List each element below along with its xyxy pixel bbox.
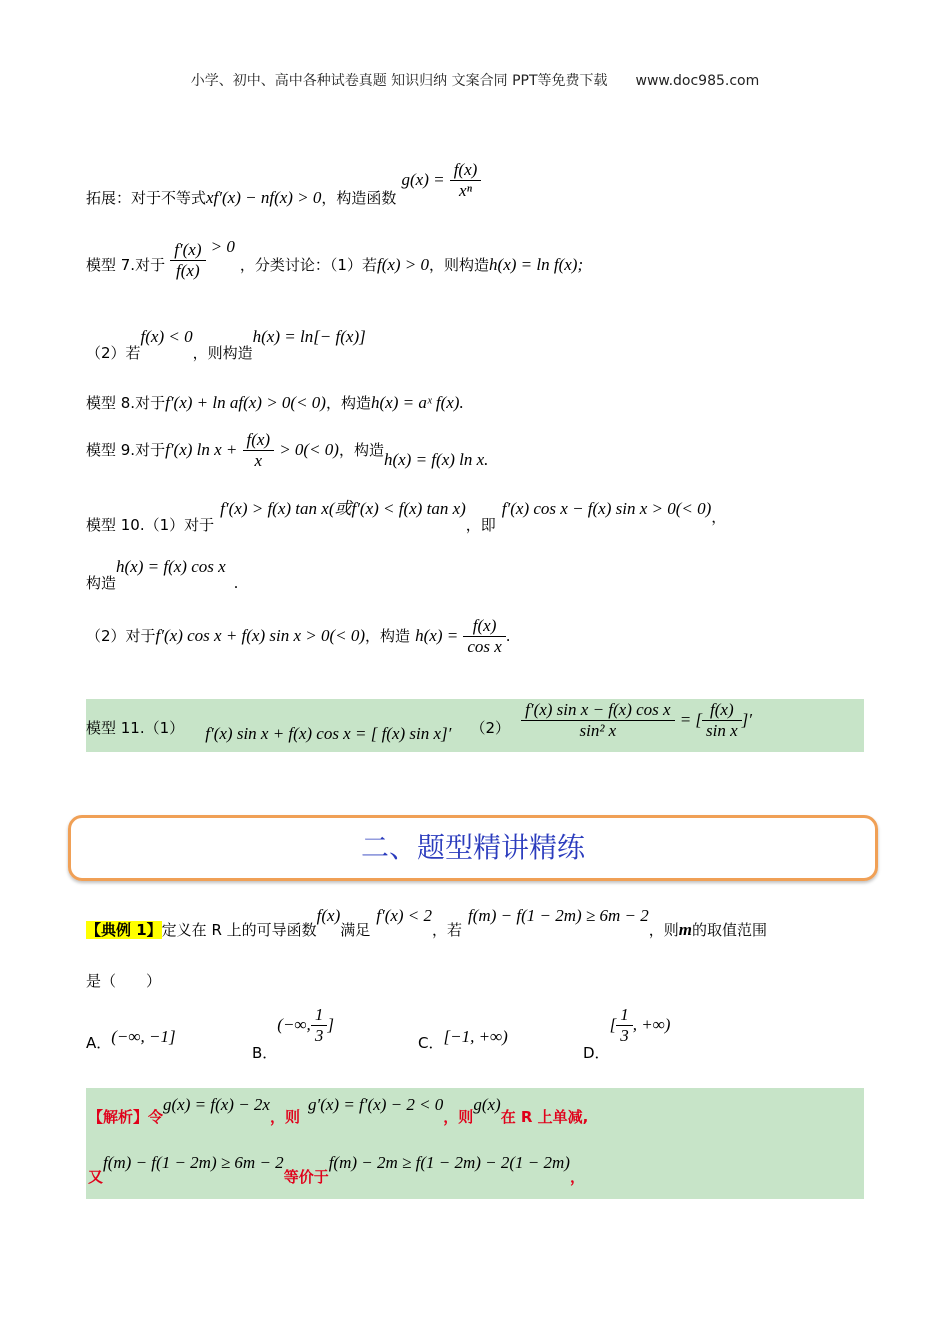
m8-h: h(x) = aˣ f(x). — [370, 393, 464, 412]
m11-num: f′(x) sin x − f(x) cos x — [521, 700, 674, 721]
m9-den: x — [254, 451, 263, 470]
extension-line — [86, 160, 481, 207]
m7-c1: f(x) > 0 — [376, 255, 430, 274]
m9-num: f(x) — [243, 430, 275, 451]
option-d-label: D． — [583, 1044, 610, 1062]
model-8-line — [86, 392, 464, 413]
option-a-label: A． — [86, 1034, 112, 1052]
ext-mid: ，构造函数 — [321, 189, 397, 207]
m10-ineq2: f′(x) cos x + f(x) sin x > 0(< 0) — [155, 626, 366, 645]
option-b-value-a: (−∞, — [277, 1015, 311, 1034]
m11-eq1: f′(x) sin x + f(x) cos x = [ f(x) sin x]′ — [205, 724, 452, 743]
m10-h: h(x) = f(x) cos x — [116, 557, 226, 576]
ex1-t3: ，若 — [432, 921, 463, 939]
ex1-fx: f(x) — [316, 906, 341, 925]
ext-g-den: xⁿ — [459, 181, 472, 200]
ex1-t2: 满足 — [340, 921, 371, 939]
option-c-value: [−1, +∞) — [443, 1027, 508, 1046]
sol-inequality: f(m) − f(1 − 2m) ≥ 6m − 2 — [103, 1153, 284, 1172]
m7-h2: h(x) = ln[− f(x)] — [252, 327, 366, 346]
m7-t2: ，则构造 — [429, 256, 490, 274]
sol-tag: 【解析】令 — [88, 1108, 164, 1126]
section-title: 二、题型精讲精练 — [360, 831, 585, 864]
option-d-den: 3 — [620, 1026, 629, 1045]
m11-num2: f(x) — [702, 700, 742, 721]
m9-ineq-a: f′(x) ln x + — [165, 440, 238, 459]
m10-h2-lhs: h(x) = — [415, 626, 459, 645]
m7-t1: ，分类讨论：（1）若 — [239, 256, 377, 274]
sol-t2: ，则 — [443, 1108, 474, 1126]
m10-eq: f′(x) cos x − f(x) sin x > 0(< 0) — [501, 499, 712, 518]
model-9-line — [86, 430, 488, 471]
m11-fraction2 — [702, 700, 742, 741]
ex1-inequality: f(m) − f(1 − 2m) ≥ 6m − 2 — [468, 906, 649, 925]
ex1-t6: 是（ ） — [86, 972, 162, 990]
m9-ineq-b: > 0(< 0) — [279, 440, 339, 459]
sol-t5: 等价于 — [283, 1168, 329, 1186]
m7-gt: > 0 — [210, 237, 235, 256]
m8-label: 模型 8.对于 — [86, 394, 166, 412]
m11-p2: （2） — [470, 719, 511, 737]
model-10-part2 — [86, 616, 511, 657]
example-1-tag: 【典例 1】 — [86, 921, 162, 939]
ext-g-num: f(x) — [450, 160, 482, 181]
model-10-line — [86, 494, 727, 534]
option-b-fraction — [311, 1005, 328, 1046]
ex1-t1: 定义在 R 上的可导函数 — [161, 921, 317, 939]
model-10-construct — [86, 556, 239, 592]
option-a[interactable] — [86, 1026, 176, 1052]
m10-h2-fraction — [463, 616, 505, 657]
ext-g-lhs: g(x) = — [401, 170, 445, 189]
m10-label: 模型 10.（1）对于 — [86, 516, 215, 534]
ext-inequality: xf′(x) − nf(x) > 0 — [206, 188, 322, 207]
option-b[interactable] — [252, 1005, 334, 1062]
solution-line-1 — [88, 1094, 589, 1126]
m8-t: ，构造 — [325, 394, 371, 412]
option-d[interactable] — [583, 1005, 671, 1062]
m11-den: sin² x — [579, 721, 617, 740]
option-d-num: 1 — [616, 1005, 633, 1026]
m10-h2-num: f(x) — [463, 616, 505, 637]
option-d-value-a: [ — [609, 1015, 617, 1034]
m11-eq: = [ — [679, 710, 703, 729]
m11-label: 模型 11.（1） — [86, 719, 185, 737]
m11-den2: sin x — [706, 721, 738, 740]
ext-g-fraction — [450, 160, 482, 201]
model-7-line — [86, 237, 584, 281]
sol-t3: 在 R 上单减, — [500, 1108, 589, 1126]
sol-t4: 又 — [88, 1168, 104, 1186]
sol-g2: g(x) — [473, 1095, 501, 1114]
option-a-value: (−∞, −1] — [111, 1027, 176, 1046]
m9-t: ，构造 — [338, 441, 384, 459]
page-header — [0, 70, 950, 90]
m10-h2-den: cos x — [467, 637, 502, 656]
m10-t2: 构造 — [86, 574, 117, 592]
m10-dot: . — [233, 574, 239, 592]
m10-comma: ， — [711, 508, 727, 526]
m7-t4: ，则构造 — [192, 344, 253, 362]
m11-end: ]′ — [741, 710, 753, 729]
section-title-box — [68, 815, 878, 881]
option-b-num: 1 — [311, 1005, 328, 1026]
m7-c2: f(x) < 0 — [140, 327, 193, 346]
sol-gp: g′(x) = f′(x) − 2 < 0 — [307, 1095, 444, 1114]
option-c[interactable] — [418, 1026, 508, 1052]
ex1-cond: f′(x) < 2 — [376, 906, 433, 925]
m10-t1: ，即 — [465, 516, 496, 534]
m7-num: f′(x) — [170, 240, 205, 261]
model-11-line — [86, 700, 752, 741]
option-b-value-b: ] — [327, 1015, 334, 1034]
sol-eq: f(m) − 2m ≥ f(1 − 2m) − 2(1 − 2m) — [328, 1153, 570, 1172]
m7-fraction — [170, 240, 205, 281]
ex1-t5: 的取值范围 — [691, 921, 767, 939]
header-site[interactable]: www.doc985.com — [635, 73, 760, 89]
m11-fraction — [521, 700, 674, 741]
solution-line-2 — [88, 1152, 585, 1186]
m10-inequality: f′(x) > f(x) tan x(或f′(x) < f(x) tan x) — [220, 499, 466, 518]
option-b-label: B． — [252, 1044, 278, 1062]
model-7-case2 — [86, 326, 366, 362]
m7-den: f(x) — [176, 261, 200, 280]
option-b-den: 3 — [314, 1026, 324, 1045]
header-text: 小学、初中、高中各种试卷真题 知识归纳 文案合同 PPT等免费下载 — [190, 73, 608, 89]
m10-dot2: . — [505, 627, 511, 645]
ex1-m: m — [678, 920, 692, 939]
m9-label: 模型 9.对于 — [86, 441, 166, 459]
example-1-line — [86, 905, 767, 939]
m10-p2: （2）对于 — [86, 627, 156, 645]
ex1-t4: ，则 — [648, 921, 679, 939]
m7-label: 模型 7.对于 — [86, 256, 166, 274]
m9-h: h(x) = f(x) ln x. — [383, 450, 489, 469]
ext-label: 拓展：对于不等式 — [86, 189, 207, 207]
m9-fraction — [243, 430, 275, 471]
option-d-value-b: , +∞) — [632, 1015, 671, 1034]
m10-t3: ，构造 — [365, 627, 411, 645]
option-c-label: C． — [418, 1034, 444, 1052]
m8-inequality: f′(x) + ln af(x) > 0(< 0) — [165, 393, 326, 412]
sol-t6: ， — [569, 1168, 585, 1186]
m7-h1: h(x) = ln f(x); — [489, 255, 584, 274]
sol-g: g(x) = f(x) − 2x — [163, 1095, 270, 1114]
option-d-fraction — [616, 1005, 633, 1046]
m7-t3: （2）若 — [86, 344, 141, 362]
sol-t1: ，则 — [269, 1108, 300, 1126]
